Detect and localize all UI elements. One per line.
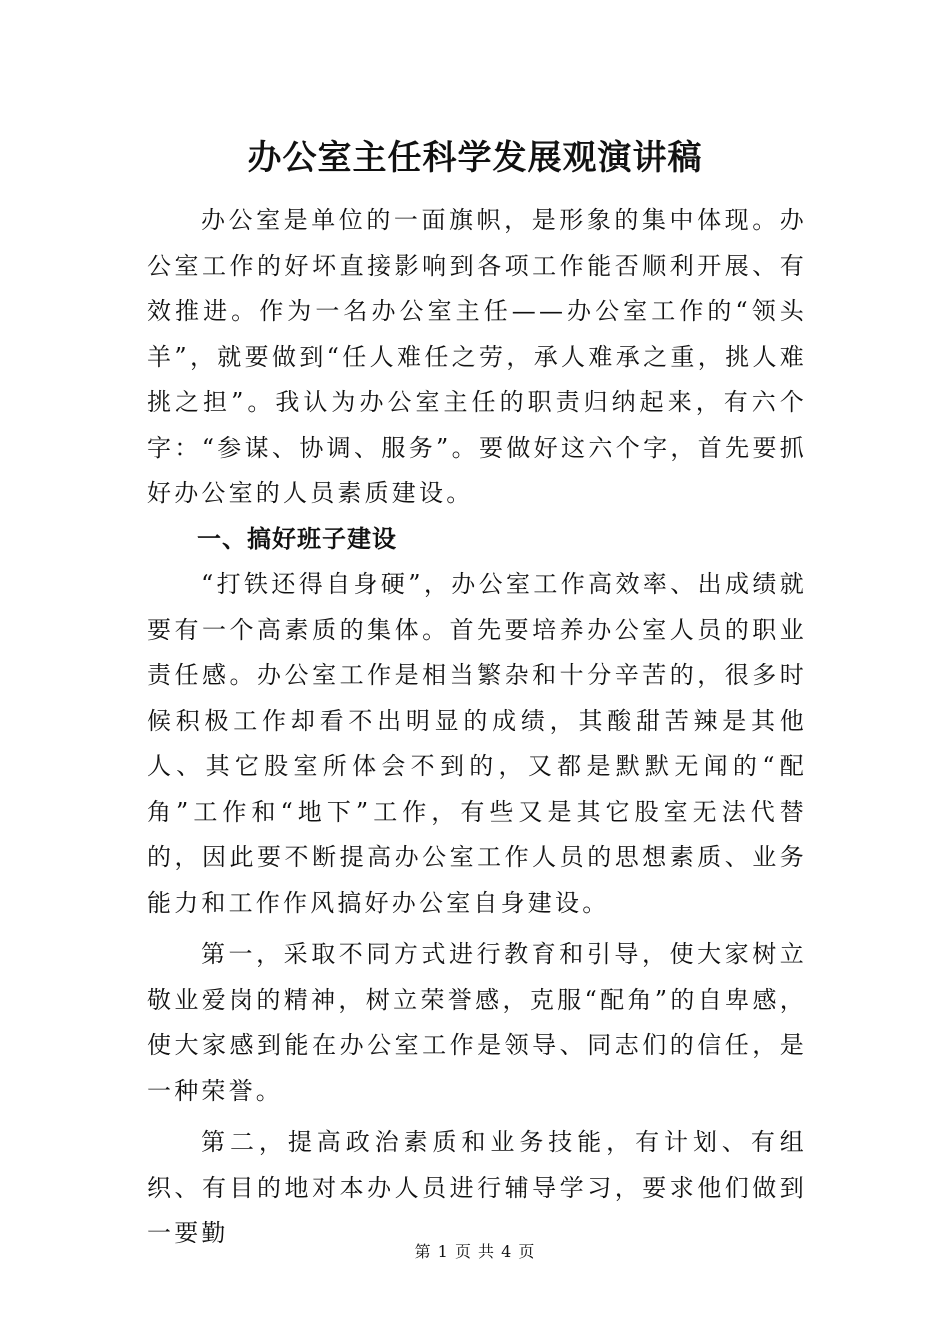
paragraph-intro: 办公室是单位的一面旗帜，是形象的集中体现。办公室工作的好坏直接影响到各项工作能否顺利开展、有效推进。作为一名办公室主任——办公室工作的“领头羊”，就要做到“任人难任之劳，承人难承之重，挑人难挑之担”。我认为办公室主任的职责归纳起来，有六个字：“参谋、协调、服务”。要做好这六个字，首先要抓好办公室的人员素质建设。 [147, 206, 807, 507]
document-title: 办公室主任科学发展观演讲稿 [247, 138, 703, 178]
paragraph-first-point: 第一，采取不同方式进行教育和引导，使大家树立敬业爱岗的精神，树立荣誉感，克服“配角”的自卑感，使大家感到能在办公室工作是领导、同志们的信任，是一种荣誉。 [147, 940, 807, 1105]
page-number-footer: 第 1 页 共 4 页 [414, 1242, 536, 1261]
section-heading-1: 一、搞好班子建设 [197, 524, 397, 553]
document-body [147, 198, 807, 1257]
paragraph-team-building: “打铁还得自身硬”，办公室工作高效率、出成绩就要有一个高素质的集体。首先要培养办公室人员的职业责任感。办公室工作是相当繁杂和十分辛苦的，很多时候积极工作却看不出明显的成绩，其酸甜苦辣是其他人、其它股室所体会不到的，又都是默默无闻的“配角”工作和“地下”工作，有些又是其它股室无法代替的，因此要不断提高办公室工作人员的思想素质、业务能力和工作作风搞好办公室自身建设。 [147, 570, 807, 917]
paragraph-second-point: 第二，提高政治素质和业务技能，有计划、有组织、有目的地对本办人员进行辅导学习，要求他们做到一要勤 [147, 1128, 807, 1247]
